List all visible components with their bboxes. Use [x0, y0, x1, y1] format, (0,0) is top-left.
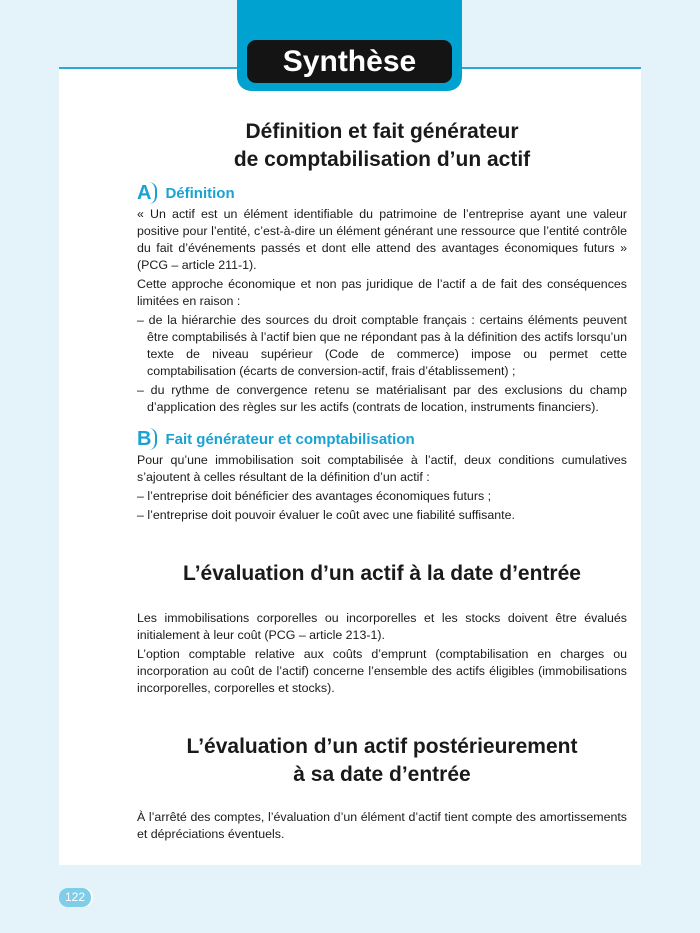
- header-tab: [237, 0, 462, 91]
- header-title: Synthèse: [247, 40, 452, 83]
- paragraph: À l’arrêté des comptes, l’évaluation d’un élément d’actif tient compte des amortissements et dépréciations éventuels.: [137, 810, 627, 841]
- list-item: – l’entreprise doit pouvoir évaluer le coût avec une fiabilité suffisante.: [137, 508, 515, 522]
- section-title: L’évaluation d’un actif postérieurement à sa date d’entrée: [186, 735, 578, 786]
- subsection-heading-a: A Définition: [137, 182, 235, 204]
- paragraph: Pour qu’une immobilisation soit comptabilisée à l’actif, deux conditions cumulatives s’ajoutent à celles résultant de la définition d’un actif :: [137, 453, 627, 484]
- section-title: L’évaluation d’un actif à la date d’entrée: [183, 562, 581, 585]
- list-item: – du rythme de convergence retenu se matérialisant par des exclusions du champ d’application des règles sur les actifs (contrats de location, instruments financiers).: [137, 383, 627, 414]
- paragraph: « Un actif est un élément identifiable du patrimoine de l’entreprise ayant une valeur positive pour l’entité, c’est-à-dire un élément générant une ressource que l’entité contrôle du fait d’événements passés et dont elle attend des avantages économiques futurs » (PCG – article 211-1).: [137, 207, 627, 272]
- subsection-heading-b: B Fait générateur et comptabilisation: [137, 428, 415, 450]
- list-item: – de la hiérarchie des sources du droit comptable français : certains éléments peuvent être comptabilisés à l’actif bien que ne répondant pas à la définition des actifs lorsqu’un texte de niveau supérieur (Code de commerce) impose ou permet cette comptabilisation (écarts de conversion-actif, frais d’établissement) ;: [137, 313, 627, 378]
- paragraph: L’option comptable relative aux coûts d’emprunt (comptabilisation en charges ou incorporation au coût de l’actif) concerne l’ensemble des actifs éligibles (immobilisations incorporelles, corporelles et stocks).: [137, 647, 627, 695]
- list-item: – l’entreprise doit bénéficier des avantages économiques futurs ;: [137, 489, 492, 503]
- paragraph: Les immobilisations corporelles ou incorporelles et les stocks doivent être évalués initialement à leur coût (PCG – article 213-1).: [137, 611, 627, 642]
- page-content: [137, 118, 627, 845]
- page-number: 122: [59, 888, 91, 907]
- section-title: Définition et fait générateur de comptabilisation d’un actif: [233, 120, 531, 171]
- paragraph: Cette approche économique et non pas juridique de l’actif a de fait des conséquences limitées en raison :: [137, 277, 627, 308]
